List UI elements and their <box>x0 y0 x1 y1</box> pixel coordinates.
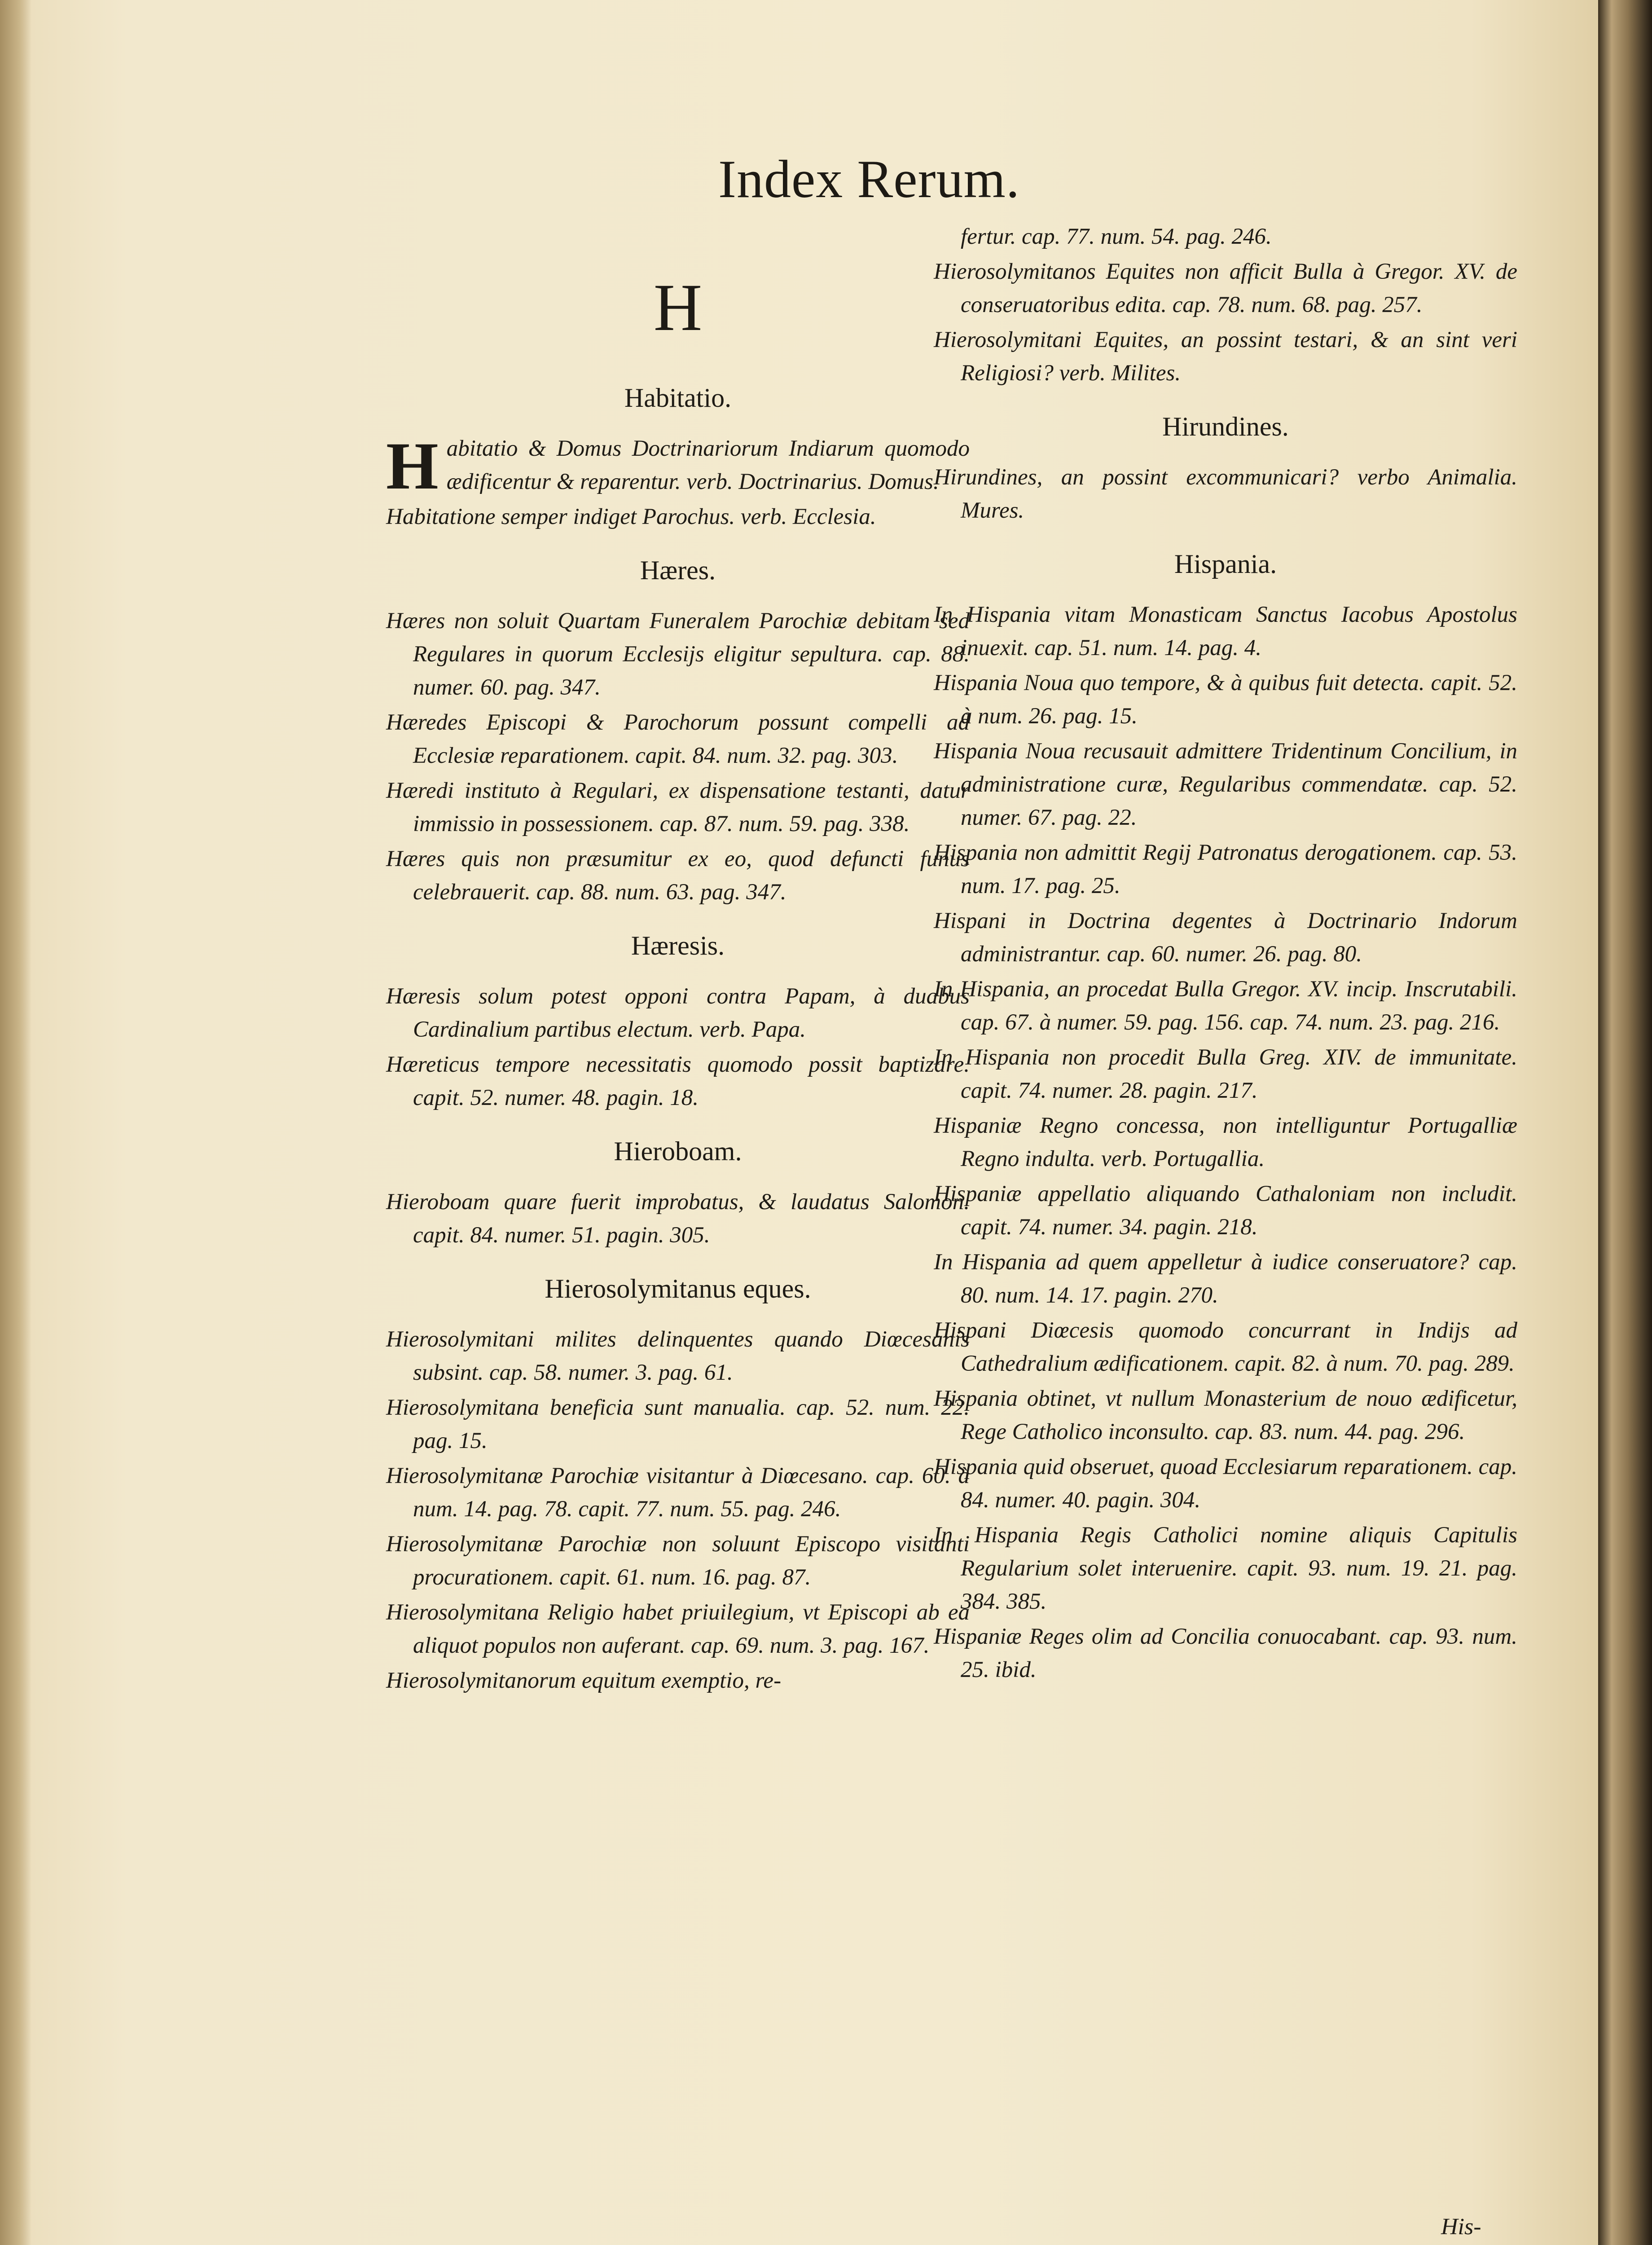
index-entry: Hierosolymitanos Equites non afficit Bulla à Gregor. XV. de conseruatoribus edita. cap. 78. num. 68. pag. 257. <box>934 259 1517 317</box>
index-entry: In Hispania ad quem appelletur à iudice conseruatore? cap. 80. num. 14. 17. pagin. 270. <box>934 1250 1517 1308</box>
index-entry: Habitatio & Domus Doctrinariorum Indiarum quomodo ædificentur & reparentur. verb. Doctrinarius. Domus. <box>386 429 970 503</box>
index-entry: In Hispania, an procedat Bulla Gregor. XV. incip. Inscrutabili. cap. 67. à numer. 59. pag. 156. cap. 74. num. 23. pag. 216. <box>934 977 1517 1035</box>
index-entry: Hispania Noua quo tempore, & à quibus fuit detecta. capit. 52. à num. 26. pag. 15. <box>934 670 1517 729</box>
index-entry: Habitatione semper indiget Parochus. verb. Ecclesia. <box>386 504 876 529</box>
index-entry: Hæres quis non præsumitur ex eo, quod defuncti funus celebrauerit. cap. 88. num. 63. pag. 347. <box>386 846 970 905</box>
index-entry: Hæredes Episcopi & Parochorum possunt compelli ad Ecclesiæ reparationem. capit. 84. num. 32. pag. 303. <box>386 710 970 768</box>
index-entry: Hierosolymitani milites delinquentes quando Diœcesanis subsint. cap. 58. numer. 3. pag. 61. <box>386 1327 970 1385</box>
index-entry: In Hispania vitam Monasticam Sanctus Iacobus Apostolus inuexit. cap. 51. num. 14. pag. 4. <box>934 602 1517 660</box>
index-entry-continuation: fertur. cap. 77. num. 54. pag. 246. <box>961 224 1272 249</box>
entry-heading: Hierosolymitanus eques. <box>545 1274 811 1303</box>
index-entry: Hierosolymitani Equites, an possint testari, & an sint veri Religiosi? verb. Milites. <box>934 327 1517 386</box>
entry-heading: Habitatio. <box>624 383 732 413</box>
index-entry: Hispania quid obseruet, quoad Ecclesiarum reparationem. cap. 84. numer. 40. pagin. 304. <box>934 1454 1517 1513</box>
index-entry: Hierosolymitana Religio habet priuilegium, vt Episcopi ab ea aliquot populos non auferant. cap. 69. num. 3. pag. 167. <box>386 1600 970 1658</box>
page-header: Index Rerum. <box>718 149 1020 209</box>
index-entry: Hispaniæ appellatio aliquando Cathaloniam non includit. capit. 74. numer. 34. pagin. 218. <box>934 1181 1517 1240</box>
index-entry: Hirundines, an possint excommunicari? verbo Animalia. Mures. <box>934 465 1517 523</box>
index-entry: In Hispania Regis Catholici nomine aliquis Capitulis Regularium solet interuenire. capit. 93. num. 19. 21. pag. 384. 385. <box>934 1523 1517 1614</box>
entry-heading: Hirundines. <box>1162 412 1289 441</box>
index-entry: Hierosolymitanæ Parochiæ visitantur à Diœcesano. cap. 60. à num. 14. pag. 78. capit. 77. num. 55. pag. 246. <box>386 1463 970 1522</box>
index-entry: Hispani Diœcesis quomodo concurrant in Indijs ad Cathedralium ædificationem. capit. 82. à num. 70. pag. 289. <box>934 1318 1517 1376</box>
entry-heading: Hieroboam. <box>614 1136 742 1166</box>
index-entry: Hieroboam quare fuerit improbatus, & laudatus Salomon. capit. 84. numer. 51. pagin. 305. <box>386 1189 970 1248</box>
entry-heading: Hæresis. <box>631 931 725 960</box>
index-entry: Hæreticus tempore necessitatis quomodo possit baptizare. capit. 52. numer. 48. pagin. 18. <box>386 1052 970 1110</box>
drop-cap-letter: H <box>386 429 439 503</box>
index-entry: Hierosolymitanæ Parochiæ non soluunt Episcopo visitanti procurationem. capit. 61. num. 16. pag. 87. <box>386 1532 970 1590</box>
catchword: His- <box>1441 2214 1481 2240</box>
index-entry: Hæres non soluit Quartam Funeralem Parochiæ debitam sed Regulares in quorum Ecclesijs eligitur sepultura. cap. 88. numer. 60. pag. 347. <box>386 608 970 700</box>
index-entry: Hispani in Doctrina degentes à Doctrinario Indorum administrantur. cap. 60. numer. 26. pag. 80. <box>934 908 1517 967</box>
index-entry: Hierosolymitanorum equitum exemptio, re- <box>386 1668 782 1693</box>
left-column <box>386 207 970 1699</box>
right-column <box>934 220 1517 1688</box>
index-entry: Hierosolymitana beneficia sunt manualia. cap. 52. num. 22. pag. 15. <box>386 1395 970 1453</box>
index-entry: In Hispania non procedit Bulla Greg. XIV. de immunitate. capit. 74. numer. 28. pagin. 217. <box>934 1045 1517 1103</box>
index-entry: Hispania obtinet, vt nullum Monasterium de nouo ædificetur, Rege Catholico inconsulto. cap. 83. num. 44. pag. 296. <box>934 1386 1517 1444</box>
index-entry: Hispania non admittit Regij Patronatus derogationem. cap. 53. num. 17. pag. 25. <box>934 840 1517 898</box>
index-entry: Hispaniæ Reges olim ad Concilia conuocabant. cap. 93. num. 25. ibid. <box>934 1624 1517 1682</box>
entry-heading: Hispania. <box>1174 549 1277 579</box>
index-entry: Hæredi instituto à Regulari, ex dispensatione testanti, datur immissio in possessionem. cap. 87. num. 59. pag. 338. <box>386 778 970 836</box>
binding-gutter <box>0 0 31 2245</box>
index-entry: Hispaniæ Regno concessa, non intelliguntur Portugalliæ Regno indulta. verb. Portugallia. <box>934 1113 1517 1171</box>
page-edge <box>1598 0 1652 2245</box>
entry-heading: Hæres. <box>640 555 716 585</box>
section-letter: H <box>653 270 703 345</box>
index-entry: Hispania Noua recusauit admittere Tridentinum Concilium, in administratione curæ, Regularibus commendatæ. cap. 52. numer. 67. pag. 22. <box>934 739 1517 830</box>
index-entry: Hæresis solum potest opponi contra Papam, à duabus Cardinalium partibus electum. verb. Papa. <box>386 984 970 1042</box>
